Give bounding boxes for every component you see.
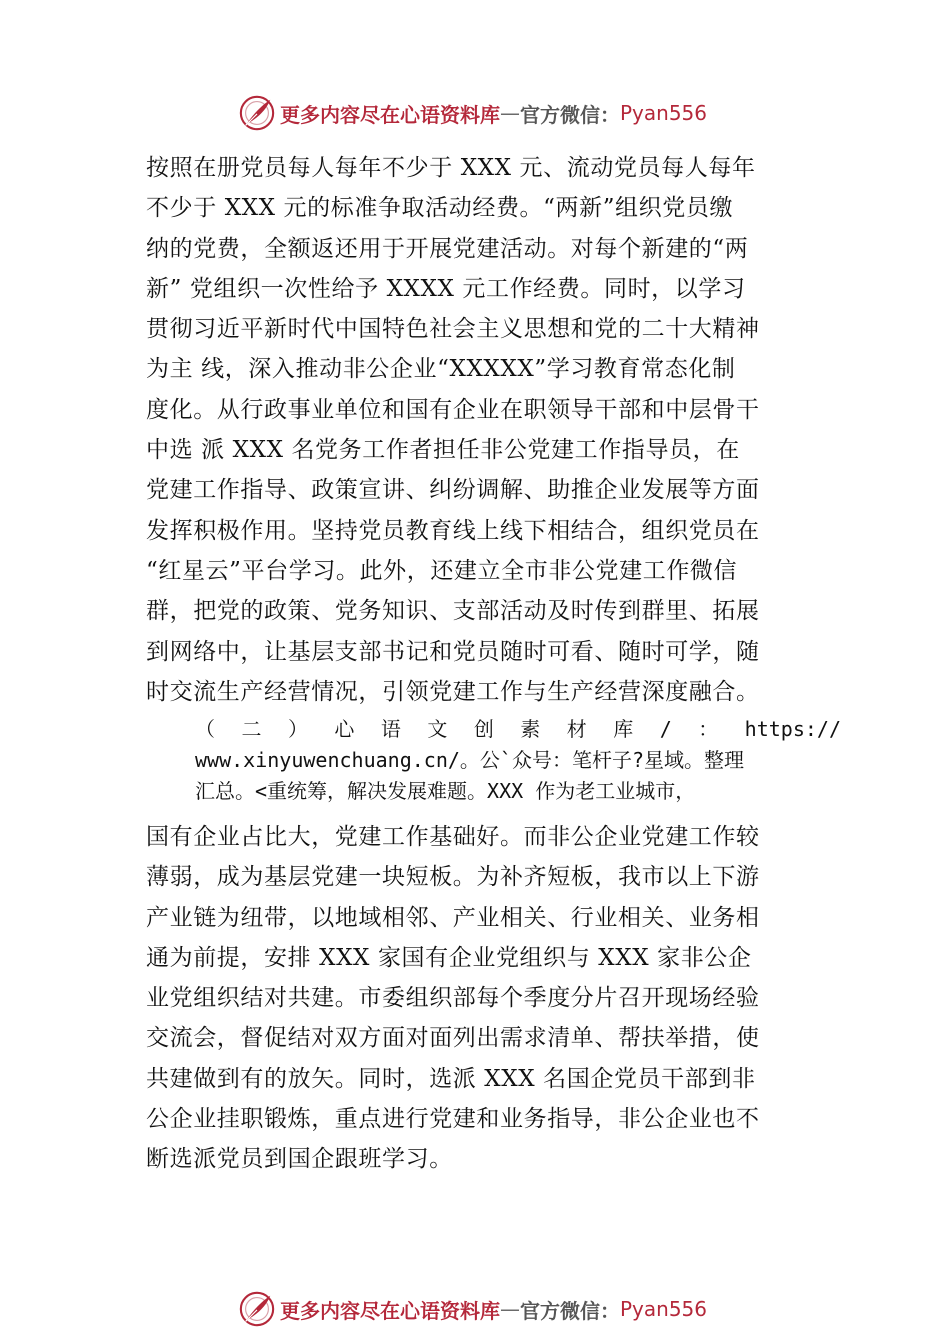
heading-char: 语 [380,717,401,741]
text-line: 纳的党费，全额返还用于开展党建活动。对每个新建的“两 [146,235,749,262]
banner-dash: — [500,101,520,125]
text-line: 时交流生产经营情况，引领党建工作与生产经营深度融合。 [146,678,760,705]
heading-char: https:// [744,717,841,741]
heading-char: ： [698,717,719,741]
heading-char: 二 [241,717,262,741]
feather-quill-logo-icon [238,94,276,132]
heading-char: （ [195,717,215,741]
paragraph-1 [146,148,816,712]
header-banner [238,93,707,133]
text-line: 薄弱，成为基层党建一块短板。为补齐短板，我市以上下游 [146,864,760,891]
footer-banner [238,1289,707,1329]
text-line: 发挥积极作用。坚持党员教育线上线下相结合，组织党员在 [146,517,760,544]
heading-char: 创 [473,717,494,741]
banner-brand-text: 更多内容尽在心语资料库 [280,1298,500,1323]
text-line: 度化。从行政事业单位和国有企业在职领导干部和中层骨干 [146,396,760,423]
heading-char: / [659,717,672,741]
section-heading-line-3: 汇总。<重统筹，解决发展难题。XXX 作为老工业城市， [195,779,696,803]
text-line: 到网络中，让基层支部书记和党员随时可看、随时可学，随 [146,638,760,665]
heading-char: 文 [427,717,448,741]
text-line: 共建做到有的放矢。同时，选派 XXX 名国企党员干部到非 [146,1065,756,1092]
text-line: 中选 派 XXX 名党务工作者担任非公党建工作指导员，在 [146,437,740,464]
feather-quill-logo-icon [238,1290,276,1328]
text-line: 为主 线，深入推动非公企业“XXXXX”学习教育常态化制 [146,356,736,383]
section-heading-line-2: www.xinyuwenchuang.cn/。公`众号：笔杆子?星域。整理 [195,748,744,772]
text-line: 产业链为纽带，以地域相邻、产业相关、行业相关、业务相 [146,904,760,931]
text-line: 国有企业占比大，党建工作基础好。而非公企业党建工作较 [146,824,760,850]
text-line: 业党组织结对共建。市委组织部每个季度分片召开现场经验 [146,985,760,1012]
text-line: 党建工作指导、政策宣讲、纠纷调解、助推企业发展等方面 [146,477,760,504]
text-line: 群，把党的政策、党务知识、支部活动及时传到群里、拓展 [146,598,760,625]
heading-char: 材 [566,717,587,741]
heading-char: 库 [613,717,634,741]
heading-char: ） [287,717,308,741]
section-heading [195,714,845,807]
paragraph-2 [146,817,816,1180]
text-line: 断选派党员到国企跟班学习。 [146,1146,453,1173]
text-line: 公企业挂职锻炼，重点进行党建和业务指导，非公企业也不 [146,1106,760,1133]
banner-dash: — [500,1297,520,1321]
section-heading-line-1 [195,714,841,745]
text-line: 新” 党组织一次性给予 XXXX 元工作经费。同时，以学习 [146,275,746,302]
text-line: 交流会，督促结对双方面对面列出需求清单、帮扶举措，使 [146,1025,760,1052]
banner-wechat-id: Pyan556 [620,1297,708,1321]
heading-char: 素 [520,717,541,741]
text-line: 贯彻习近平新时代中国特色社会主义思想和党的二十大精神 [146,316,760,343]
text-line: “红星云”平台学习。此外，还建立全市非公党建工作微信 [146,557,738,584]
text-line: 按照在册党员每人每年不少于 XXX 元、流动党员每人每年 [146,155,756,181]
text-line: 不少于 XXX 元的标准争取活动经费。“两新”组织党员缴 [146,195,734,222]
banner-wechat-id: Pyan556 [620,101,708,125]
banner-brand-text: 更多内容尽在心语资料库 [280,102,500,127]
banner-official-label: 官方微信： [520,102,620,127]
banner-official-label: 官方微信： [520,1298,620,1323]
text-line: 通为前提，安排 XXX 家国有企业党组织与 XXX 家非公企 [146,944,752,971]
heading-char: 心 [334,717,355,741]
